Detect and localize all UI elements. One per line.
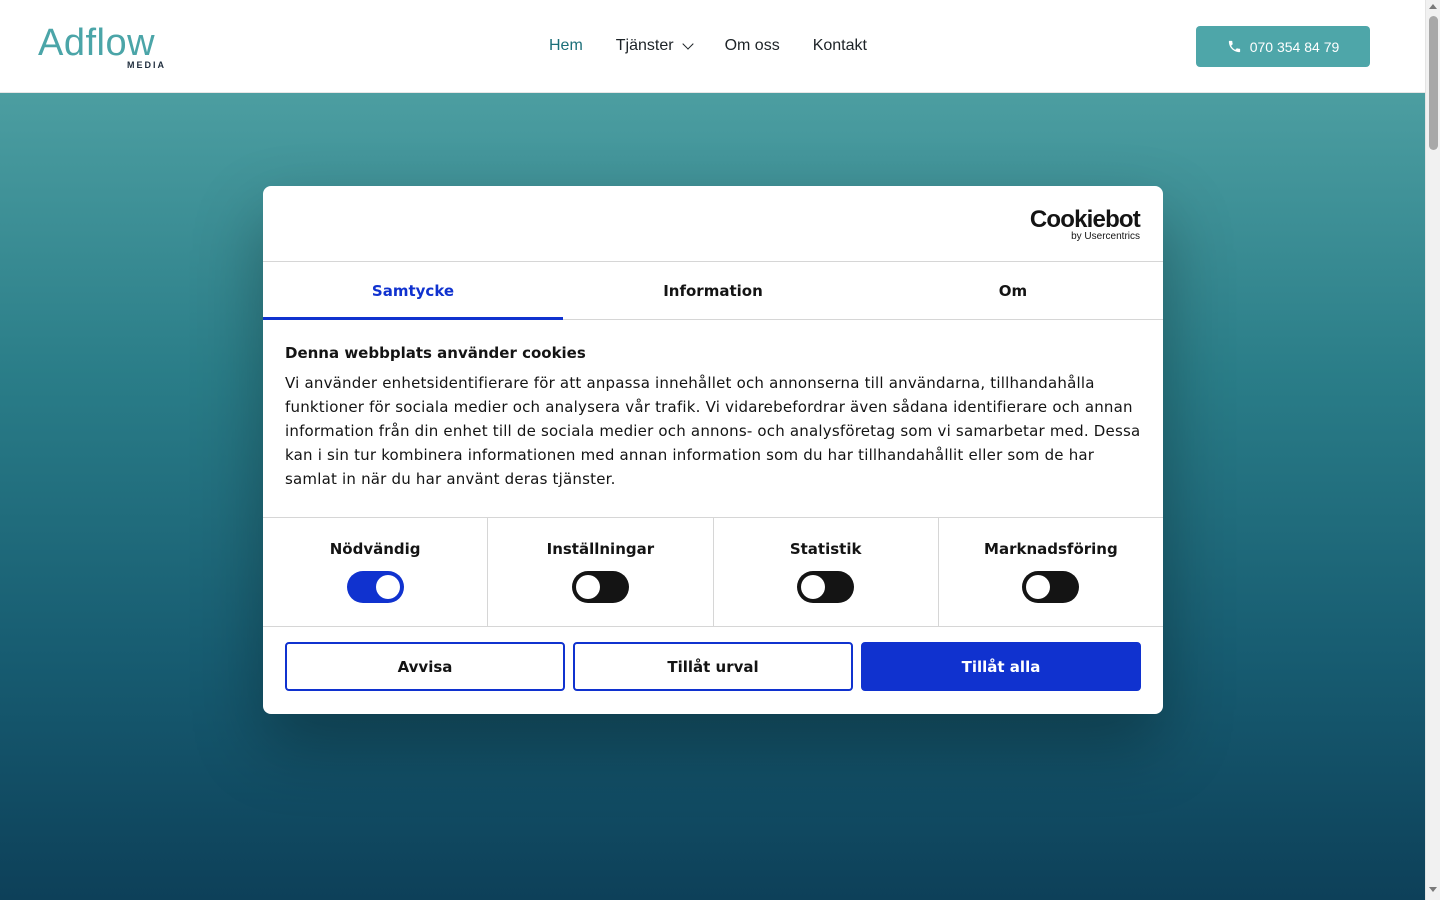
nav-item-label: Hem — [549, 37, 583, 54]
main-nav — [549, 36, 900, 56]
scroll-up-arrow-icon[interactable] — [1429, 4, 1437, 9]
category-statistik — [714, 518, 939, 626]
category-marknadsforing — [939, 518, 1163, 626]
cookiebot-byline: by Usercentrics — [1071, 231, 1140, 242]
phone-icon — [1227, 39, 1242, 54]
consent-categories — [263, 518, 1163, 627]
consent-body — [263, 320, 1163, 518]
page-scrollbar[interactable] — [1425, 0, 1440, 900]
consent-title: Denna webbplats använder cookies — [285, 344, 586, 362]
adflow-logo[interactable] — [38, 24, 168, 72]
phone-button[interactable] — [1196, 26, 1370, 67]
toggle-knob — [1026, 575, 1050, 599]
nav-item-label: Tjänster — [615, 37, 674, 54]
nav-item-om-oss[interactable] — [725, 37, 780, 55]
toggle-knob — [801, 575, 825, 599]
chevron-down-icon — [682, 38, 693, 49]
nav-item-label: Kontakt — [812, 37, 867, 54]
toggle-marknadsforing[interactable] — [1022, 571, 1079, 603]
category-label: Inställningar — [546, 540, 655, 558]
category-label: Nödvändig — [329, 540, 421, 558]
consent-buttons — [263, 627, 1163, 691]
toggle-knob — [576, 575, 600, 599]
tab-samtycke[interactable]: Samtycke — [263, 262, 563, 319]
logo-subtitle: MEDIA — [127, 60, 166, 70]
consent-text: Vi använder enhetsidentifierare för att anpassa innehållet och annonserna till användarna, tillhandahålla funktioner för sociala medier och analysera vår trafik. Vi vidarebefordrar även sådana identifierare och annan information från din enhet till de sociala medier och annons- och analysföretag som vi samarbetar med. Dessa kan i sin tur kombinera informationen med annan information som du har tillhandahållit eller som de har samlat in när du har använt deras tjänster. — [285, 374, 1141, 488]
category-nodvandig — [263, 518, 488, 626]
toggle-nodvandig[interactable] — [347, 571, 404, 603]
category-label: Statistik — [789, 540, 862, 558]
cookiebot-logo[interactable] — [1030, 208, 1140, 242]
scroll-down-arrow-icon[interactable] — [1429, 887, 1437, 892]
cookiebot-wordmark: Cookiebot — [1029, 206, 1140, 233]
nav-item-label: Om oss — [724, 37, 780, 54]
cookie-consent-dialog — [263, 186, 1163, 714]
reject-button[interactable]: Avvisa — [285, 642, 565, 691]
phone-number: 070 354 84 79 — [1249, 38, 1340, 55]
nav-item-tjanster[interactable] — [616, 37, 692, 55]
allow-selection-button[interactable]: Tillåt urval — [573, 642, 853, 691]
toggle-installningar[interactable] — [572, 571, 629, 603]
scrollbar-thumb[interactable] — [1429, 16, 1438, 150]
tab-om[interactable]: Om — [998, 281, 1028, 300]
dialog-header — [263, 186, 1163, 262]
tab-information[interactable]: Information — [663, 281, 763, 300]
allow-all-button[interactable]: Tillåt alla — [861, 642, 1141, 691]
toggle-statistik[interactable] — [797, 571, 854, 603]
nav-item-hem[interactable] — [549, 37, 583, 55]
consent-tabs — [263, 262, 1163, 320]
toggle-knob — [376, 575, 400, 599]
category-label: Marknadsföring — [984, 540, 1118, 558]
category-installningar — [488, 518, 713, 626]
nav-item-kontakt[interactable] — [813, 37, 867, 55]
logo-word: Adflow — [38, 22, 156, 64]
site-header — [0, 0, 1425, 93]
